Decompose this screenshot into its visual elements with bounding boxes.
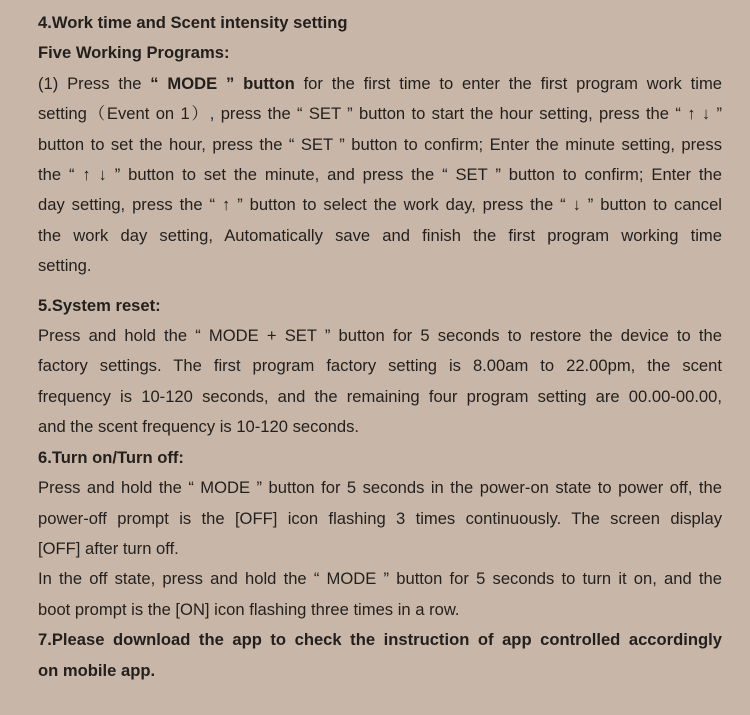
subheading-five-programs: Five Working Programs: xyxy=(38,43,230,63)
section-turn-on-off xyxy=(38,443,722,625)
text-run: (1) Press the xyxy=(38,73,151,93)
section-download-app xyxy=(38,625,722,686)
text-run: for the first time to enter the first program work time xyxy=(294,73,722,93)
paragraph-line: Press and hold the “ MODE ” button for 5 seconds in the power-on state to power off, the xyxy=(38,478,722,498)
section-heading-download-app-cont: on mobile app. xyxy=(38,660,156,680)
section-heading-system-reset: 5.System reset: xyxy=(38,295,161,315)
paragraph-line: button to set the hour, press the “ SET ” button to confirm; Enter the minute setting, press xyxy=(38,134,722,154)
section-system-reset xyxy=(38,291,722,443)
paragraph-line: day setting, press the “ ↑ ” button to select the work day, press the “ ↓ ” button to cancel xyxy=(38,195,722,215)
mode-button-text: “ MODE ” button xyxy=(150,73,295,93)
paragraph-line: setting（Event on 1）, press the “ SET ” button to start the hour setting, press the “ ↑ ↓ ” xyxy=(38,104,722,124)
paragraph-line: Press and hold the “ MODE + SET ” button for 5 seconds to restore the device to the xyxy=(38,326,722,346)
paragraph-line: In the off state, press and hold the “ MODE ” button for 5 seconds to turn it on, and the xyxy=(38,569,722,589)
paragraph-line: power-off prompt is the [OFF] icon flashing 3 times continuously. The screen display xyxy=(38,508,722,528)
paragraph-line: factory settings. The first program factory setting is 8.00am to 22.00pm, the scent xyxy=(38,356,722,376)
paragraph-line: boot prompt is the [ON] icon flashing three times in a row. xyxy=(38,599,460,619)
paragraph-line xyxy=(38,69,722,99)
section-heading-turn-on-off: 6.Turn on/Turn off: xyxy=(38,447,184,467)
section-heading-download-app: 7.Please download the app to check the instruction of app controlled accordingly xyxy=(38,630,722,650)
paragraph-line: and the scent frequency is 10-120 seconds. xyxy=(38,417,360,437)
section-heading-work-time: 4.Work time and Scent intensity setting xyxy=(38,13,348,32)
section-work-time xyxy=(38,8,722,282)
paragraph-line: the work day setting, Automatically save and finish the first program working time xyxy=(38,225,722,245)
paragraph-line: [OFF] after turn off. xyxy=(38,538,179,558)
paragraph-line: frequency is 10-120 seconds, and the remaining four program setting are 00.00-00.00, xyxy=(38,386,722,406)
paragraph-line: setting. xyxy=(38,256,92,276)
paragraph-line: the “ ↑ ↓ ” button to set the minute, and press the “ SET ” button to confirm; Enter the xyxy=(38,165,722,185)
